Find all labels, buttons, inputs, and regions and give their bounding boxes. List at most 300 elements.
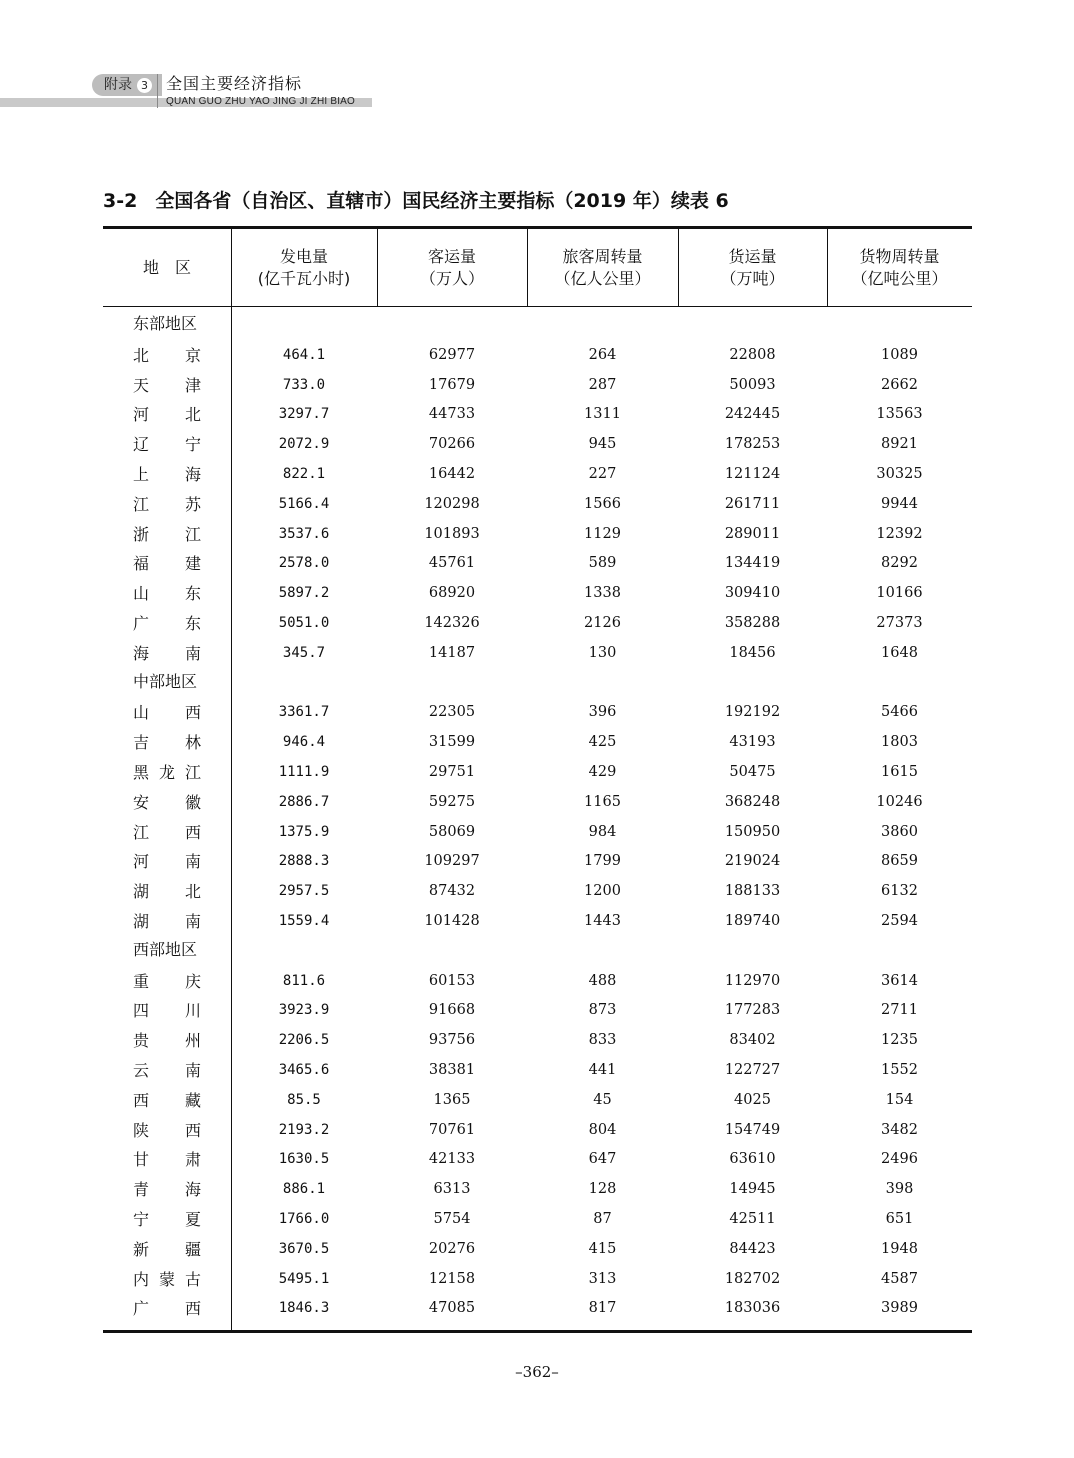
cell-passengers: 70761	[428, 1121, 476, 1138]
region-name	[133, 1026, 201, 1056]
page-number: –362–	[515, 1363, 559, 1381]
cell-power: 1111.9	[278, 763, 330, 780]
cell-passengers: 17679	[428, 376, 476, 393]
cell-freight: 189740	[724, 912, 781, 929]
cell-freight-km: 1803	[881, 734, 918, 751]
cell-power: 3465.6	[278, 1061, 330, 1078]
region-name-cell	[103, 1235, 231, 1265]
table-row	[103, 520, 972, 550]
cell-freight-km: 1089	[881, 346, 918, 363]
region-name	[133, 609, 201, 639]
cell-passengers: 60153	[428, 972, 476, 989]
cell-freight: 178253	[724, 436, 781, 453]
cell-freight-km: 3860	[881, 823, 918, 840]
group-row	[103, 311, 972, 341]
region-name-char: 夏	[184, 1209, 201, 1229]
region-name-char: 西	[133, 1090, 150, 1110]
region-name	[133, 877, 201, 907]
cell-passenger-km: 488	[588, 972, 617, 989]
table-row	[103, 1294, 972, 1324]
region-name-char: 广	[133, 1299, 150, 1319]
region-name-cell	[103, 877, 231, 907]
cell-power: 946.4	[282, 734, 326, 751]
cell-passenger-km: 1165	[584, 793, 621, 810]
cell-passenger-km: 227	[588, 465, 617, 482]
cell-freight: 192192	[724, 704, 781, 721]
region-name-char: 京	[184, 345, 201, 365]
region-name-cell	[103, 430, 231, 460]
region-name-char: 北	[133, 345, 150, 365]
cell-freight-km: 13563	[876, 406, 923, 423]
cell-passenger-km: 984	[588, 823, 617, 840]
cell-freight-km: 4587	[881, 1270, 918, 1287]
cell-passenger-km: 1443	[584, 912, 621, 929]
cell-freight: 43193	[729, 734, 776, 751]
cell-freight-km: 10166	[876, 585, 923, 602]
cell-freight: 50475	[729, 763, 776, 780]
table-row	[103, 609, 972, 639]
region-name-cell	[103, 490, 231, 520]
table-row	[103, 639, 972, 669]
cell-power: 1559.4	[278, 912, 330, 929]
table-row	[103, 847, 972, 877]
region-name-char: 建	[184, 554, 201, 574]
cell-freight: 4025	[734, 1091, 771, 1108]
region-name-char: 新	[133, 1239, 150, 1259]
region-name-cell	[103, 907, 231, 937]
cell-passenger-km: 128	[588, 1181, 617, 1198]
cell-passenger-km: 589	[588, 555, 617, 572]
table-row	[103, 1116, 972, 1146]
region-name	[133, 1056, 201, 1086]
cell-passengers: 22305	[428, 704, 476, 721]
cell-freight-km: 1615	[881, 763, 918, 780]
column-header-label: 发电量	[279, 246, 328, 266]
cell-power: 5051.0	[278, 614, 330, 631]
cell-passengers: 87432	[428, 883, 476, 900]
region-name-char: 川	[184, 1001, 201, 1021]
column-header-freight-km	[827, 229, 972, 306]
column-header-unit: （亿人公里）	[554, 268, 651, 288]
region-name-cell	[103, 1265, 231, 1295]
region-name	[133, 1235, 201, 1265]
cell-passenger-km: 833	[588, 1032, 617, 1049]
column-header-unit: (亿千瓦小时)	[257, 268, 351, 288]
cell-passenger-km: 945	[588, 436, 617, 453]
region-name-cell	[103, 609, 231, 639]
cell-freight-km: 2496	[881, 1151, 918, 1168]
cell-power: 1846.3	[278, 1300, 330, 1317]
column-header-unit: （万人）	[419, 268, 484, 288]
cell-passengers: 59275	[428, 793, 476, 810]
cell-passenger-km: 396	[588, 704, 617, 721]
region-name	[133, 847, 201, 877]
cell-power: 2206.5	[278, 1032, 330, 1049]
appendix-badge	[92, 74, 162, 96]
cell-freight-km: 30325	[876, 465, 923, 482]
column-header-label: 客运量	[427, 246, 476, 266]
table-row	[103, 1175, 972, 1205]
table-code: 3-2	[103, 190, 138, 212]
region-name-char: 贵	[133, 1031, 150, 1051]
cell-freight: 134419	[724, 555, 781, 572]
region-name-cell	[103, 1086, 231, 1116]
table-row	[103, 1265, 972, 1295]
cell-passengers: 29751	[428, 763, 476, 780]
cell-freight-km: 651	[885, 1210, 914, 1227]
cell-power: 5166.4	[278, 495, 330, 512]
cell-passenger-km: 1799	[584, 853, 621, 870]
region-name-char: 西	[184, 1299, 201, 1319]
region-name	[133, 460, 201, 490]
table-row	[103, 788, 972, 818]
column-header-passenger-km	[527, 229, 678, 306]
group-label: 中部地区	[133, 671, 198, 691]
cell-freight: 182702	[724, 1270, 781, 1287]
cell-freight-km: 398	[885, 1181, 914, 1198]
cell-freight: 14945	[729, 1181, 776, 1198]
table-row	[103, 460, 972, 490]
cell-power: 1630.5	[278, 1151, 330, 1168]
region-name-cell	[103, 1116, 231, 1146]
cell-power: 5495.1	[278, 1270, 330, 1287]
cell-passengers: 62977	[428, 346, 476, 363]
cell-passengers: 12158	[428, 1270, 476, 1287]
region-name-char: 广	[133, 613, 150, 633]
cell-freight-km: 8659	[881, 853, 918, 870]
cell-passenger-km: 817	[588, 1300, 617, 1317]
region-name	[133, 490, 201, 520]
region-name	[133, 1265, 201, 1295]
region-name	[133, 549, 201, 579]
cell-passenger-km: 425	[588, 734, 617, 751]
table-title	[103, 188, 729, 214]
region-name-cell	[103, 1175, 231, 1205]
group-row	[103, 669, 972, 699]
region-name-char: 南	[184, 911, 201, 931]
cell-power: 2886.7	[278, 793, 330, 810]
cell-freight: 18456	[729, 644, 776, 661]
cell-passenger-km: 2126	[584, 614, 621, 631]
cell-freight: 219024	[724, 853, 781, 870]
cell-passenger-km: 87	[593, 1210, 612, 1227]
table-header-rule	[103, 306, 972, 307]
region-name-char: 云	[133, 1060, 150, 1080]
header-pinyin: QUAN GUO ZHU YAO JING JI ZHI BIAO	[166, 96, 356, 107]
cell-freight-km: 1235	[881, 1032, 918, 1049]
region-name-char: 肃	[184, 1150, 201, 1170]
region-name-char: 四	[133, 1001, 150, 1021]
cell-passengers: 5754	[433, 1210, 471, 1227]
cell-freight: 121124	[724, 465, 781, 482]
region-name	[133, 520, 201, 550]
cell-freight: 122727	[724, 1061, 781, 1078]
cell-freight-km: 12392	[876, 525, 923, 542]
cell-power: 2578.0	[278, 555, 330, 572]
cell-power: 2193.2	[278, 1121, 330, 1138]
cell-passengers: 109297	[424, 853, 480, 870]
cell-passenger-km: 313	[588, 1270, 617, 1287]
region-name	[133, 907, 201, 937]
cell-passengers: 16442	[428, 465, 476, 482]
table-row	[103, 996, 972, 1026]
region-name-char: 天	[133, 375, 150, 395]
table-row	[103, 430, 972, 460]
region-name-cell	[103, 698, 231, 728]
region-name-cell	[103, 818, 231, 848]
table-row	[103, 967, 972, 997]
cell-passengers: 68920	[428, 585, 476, 602]
region-name-char: 林	[184, 733, 201, 753]
region-name-char: 北	[184, 405, 201, 425]
cell-passengers: 1365	[433, 1091, 471, 1108]
cell-freight: 112970	[724, 972, 781, 989]
group-label: 东部地区	[133, 314, 198, 333]
region-name-char: 江	[184, 524, 201, 544]
region-name-cell	[103, 400, 231, 430]
region-name-cell	[103, 1056, 231, 1086]
cell-freight-km: 8921	[881, 436, 918, 453]
region-name-char: 西	[184, 822, 201, 842]
cell-passengers: 14187	[428, 644, 476, 661]
column-header-label: 货物周转量	[859, 246, 940, 266]
region-name	[133, 818, 201, 848]
region-name	[133, 728, 201, 758]
cell-passenger-km: 1566	[584, 495, 621, 512]
region-name-char: 甘	[133, 1150, 150, 1170]
region-name-char: 北	[184, 882, 201, 902]
region-name-char: 山	[133, 584, 150, 604]
cell-freight-km: 2711	[881, 1002, 918, 1019]
region-name	[133, 341, 201, 371]
cell-power: 2888.3	[278, 853, 330, 870]
header-title: 全国主要经济指标	[166, 74, 303, 93]
column-header-label: 货运量	[728, 246, 777, 266]
region-name-cell	[103, 639, 231, 669]
region-name	[133, 1294, 201, 1324]
region-name	[133, 1145, 201, 1175]
table-row	[103, 579, 972, 609]
region-name	[133, 400, 201, 430]
cell-freight: 84423	[729, 1240, 776, 1257]
cell-passengers: 101428	[424, 912, 480, 929]
cell-power: 345.7	[282, 644, 326, 661]
table-row	[103, 698, 972, 728]
table-row	[103, 1026, 972, 1056]
cell-freight-km: 2594	[881, 912, 918, 929]
cell-passenger-km: 130	[588, 644, 617, 661]
region-name	[133, 1086, 201, 1116]
region-name-cell	[103, 847, 231, 877]
region-name-char: 青	[133, 1180, 150, 1200]
cell-passengers: 70266	[428, 436, 476, 453]
region-name-char: 庆	[184, 971, 201, 991]
region-name-char: 西	[184, 1120, 201, 1140]
cell-passenger-km: 429	[588, 763, 617, 780]
region-name	[133, 371, 201, 401]
cell-power: 733.0	[282, 376, 326, 393]
table-row	[103, 907, 972, 937]
region-name-cell	[103, 549, 231, 579]
cell-passenger-km: 264	[588, 346, 617, 363]
table-body	[103, 311, 972, 1324]
region-name-char: 安	[133, 792, 150, 812]
table-row	[103, 728, 972, 758]
table-row	[103, 371, 972, 401]
cell-freight: 154749	[724, 1121, 781, 1138]
region-name-char: 藏	[184, 1090, 201, 1110]
region-name-char: 陕	[133, 1120, 150, 1140]
cell-passengers: 101893	[424, 525, 480, 542]
cell-freight-km: 3989	[881, 1300, 918, 1317]
region-name-char: 内	[133, 1269, 150, 1289]
cell-freight-km: 1948	[881, 1240, 918, 1257]
cell-passenger-km: 441	[588, 1061, 617, 1078]
column-header-power	[231, 229, 377, 306]
cell-passengers: 31599	[428, 734, 476, 751]
appendix-label: 附录	[104, 77, 132, 93]
cell-passenger-km: 287	[588, 376, 617, 393]
group-row	[103, 937, 972, 967]
cell-power: 464.1	[282, 346, 326, 363]
region-name-cell	[103, 728, 231, 758]
table-title-text: 全国各省（自治区、直辖市）国民经济主要指标（2019 年）续表 6	[155, 190, 729, 212]
cell-passenger-km: 1338	[584, 585, 621, 602]
region-name-char: 河	[133, 852, 150, 872]
region-name-cell	[103, 520, 231, 550]
cell-passenger-km: 804	[588, 1121, 617, 1138]
cell-power: 3670.5	[278, 1240, 330, 1257]
region-name-cell	[103, 1026, 231, 1056]
table-row	[103, 341, 972, 371]
region-name-cell	[103, 758, 231, 788]
cell-freight-km: 3482	[881, 1121, 918, 1138]
cell-passengers: 20276	[428, 1240, 476, 1257]
table-row	[103, 549, 972, 579]
cell-freight-km: 5466	[881, 704, 918, 721]
cell-freight-km: 27373	[876, 614, 923, 631]
table-row	[103, 490, 972, 520]
region-name-char: 河	[133, 405, 150, 425]
region-name-cell	[103, 1205, 231, 1235]
region-name-char: 津	[184, 375, 201, 395]
region-name	[133, 579, 201, 609]
cell-freight-km: 154	[885, 1091, 914, 1108]
region-name	[133, 1205, 201, 1235]
cell-freight-km: 10246	[876, 793, 923, 810]
region-name-char: 吉	[133, 733, 150, 753]
cell-freight: 42511	[729, 1210, 776, 1227]
cell-power: 811.6	[282, 972, 326, 989]
region-name-char: 黑	[133, 762, 150, 782]
region-name-char: 湖	[133, 911, 150, 931]
region-name-char: 海	[184, 1180, 201, 1200]
cell-power: 3297.7	[278, 406, 330, 423]
cell-passengers: 45761	[428, 555, 476, 572]
cell-freight: 63610	[729, 1151, 776, 1168]
cell-passengers: 58069	[428, 823, 476, 840]
cell-passengers: 42133	[428, 1151, 476, 1168]
cell-passengers: 93756	[428, 1032, 476, 1049]
region-name-char: 西	[184, 703, 201, 723]
region-name-cell	[103, 1145, 231, 1175]
table-row	[103, 1056, 972, 1086]
column-header-label: 地 区	[142, 257, 191, 277]
cell-passengers: 44733	[428, 406, 476, 423]
region-name-char: 湖	[133, 882, 150, 902]
region-name-char: 南	[184, 1060, 201, 1080]
region-name-cell	[103, 341, 231, 371]
table-row	[103, 758, 972, 788]
table-row	[103, 1235, 972, 1265]
cell-freight-km: 9944	[881, 495, 918, 512]
cell-power: 1766.0	[278, 1210, 330, 1227]
cell-passengers: 142326	[424, 614, 480, 631]
region-name-cell	[103, 460, 231, 490]
cell-freight: 242445	[724, 406, 781, 423]
region-name-char: 古	[184, 1269, 201, 1289]
cell-power: 5897.2	[278, 585, 330, 602]
appendix-number: 3	[137, 78, 152, 93]
column-header-freight	[678, 229, 827, 306]
column-header-region	[103, 229, 231, 306]
cell-freight: 83402	[729, 1032, 776, 1049]
region-name-char: 疆	[184, 1239, 201, 1259]
region-name-char: 重	[133, 971, 150, 991]
cell-power: 2957.5	[278, 883, 330, 900]
cell-passenger-km: 1311	[584, 406, 621, 423]
region-name-cell	[103, 996, 231, 1026]
region-name-char: 州	[184, 1031, 201, 1051]
cell-passengers: 38381	[428, 1061, 476, 1078]
region-name-char: 江	[184, 762, 201, 782]
header-divider	[157, 74, 158, 108]
region-name-char: 东	[184, 584, 201, 604]
table-row	[103, 1205, 972, 1235]
region-name-char: 海	[184, 464, 201, 484]
cell-freight: 368248	[724, 793, 781, 810]
region-name-char: 蒙	[158, 1269, 175, 1289]
region-name-cell	[103, 579, 231, 609]
cell-passenger-km: 1200	[584, 883, 621, 900]
cell-freight-km: 6132	[881, 883, 918, 900]
column-header-passengers	[377, 229, 527, 306]
cell-passenger-km: 647	[588, 1151, 617, 1168]
cell-freight: 22808	[729, 346, 776, 363]
cell-freight: 150950	[724, 823, 781, 840]
region-name-char: 辽	[133, 435, 150, 455]
region-name-char: 福	[133, 554, 150, 574]
group-label: 西部地区	[133, 939, 198, 959]
cell-power: 85.5	[287, 1091, 321, 1108]
table-bottom-rule	[103, 1330, 972, 1333]
region-name	[133, 698, 201, 728]
cell-passenger-km: 415	[588, 1240, 617, 1257]
cell-passenger-km: 45	[593, 1091, 612, 1108]
cell-freight: 177283	[724, 1002, 781, 1019]
region-name	[133, 430, 201, 460]
region-name-cell	[103, 788, 231, 818]
region-name-char: 东	[184, 613, 201, 633]
region-name-char: 浙	[133, 524, 150, 544]
cell-freight-km: 1648	[881, 644, 918, 661]
cell-power: 3537.6	[278, 525, 330, 542]
region-name	[133, 967, 201, 997]
data-table	[103, 226, 972, 1334]
region-name	[133, 1116, 201, 1146]
region-name-char: 江	[133, 494, 150, 514]
column-header-label: 旅客周转量	[562, 246, 643, 266]
